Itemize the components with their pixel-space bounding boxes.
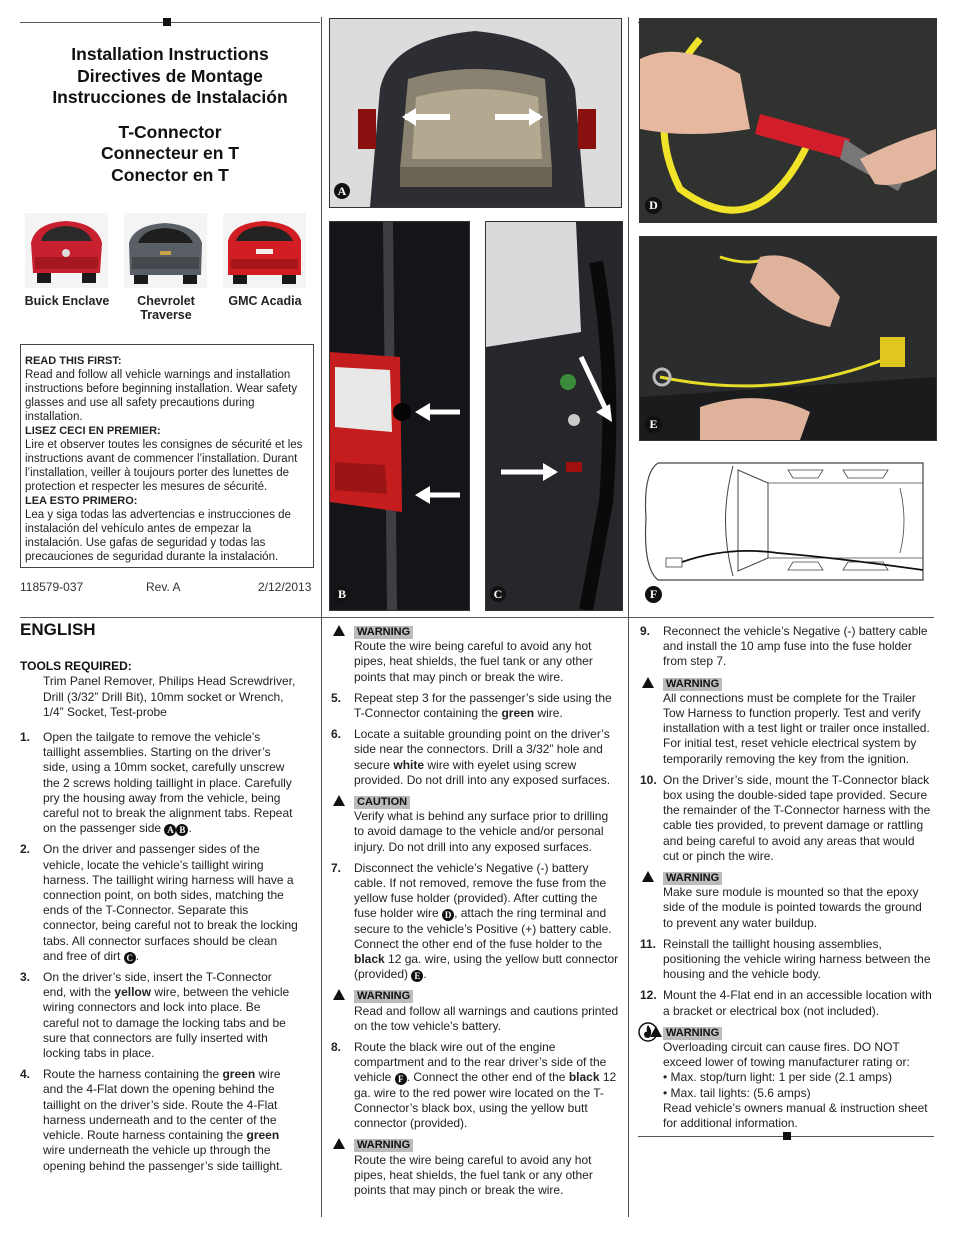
step-4-keyword-1: green — [222, 1067, 256, 1082]
revision: Rev. A — [146, 580, 181, 594]
figure-f-label: F — [645, 586, 662, 603]
warning-6-label: WARNING — [663, 1027, 722, 1040]
step-3-keyword: yellow — [114, 985, 152, 1000]
step-8-number: 8. — [331, 1040, 342, 1055]
section-heading-english: ENGLISH — [20, 620, 96, 639]
warning-4-label: WARNING — [663, 678, 722, 691]
warning-2-text: Read and follow all warnings and cautions printed on the tow vehicle’s battery. — [354, 1003, 619, 1033]
read-first-en-heading: READ THIS FIRST: — [25, 355, 122, 367]
warning-3-text: Route the wire being careful to avoid any hot pipes, heat shields, the fuel tank or any other points that may pinch or break the wire. — [354, 1152, 593, 1197]
top-marker-left — [163, 18, 171, 26]
tools-text: Trim Panel Remover, Philips Head Screwdriver, Drill (3/32” Drill Bit), 10mm socket or Wrench, 1/4” Socket, Test-probe — [43, 674, 296, 719]
column-3 — [640, 624, 932, 1137]
product-es: Conector en T — [111, 164, 229, 185]
warning-icon — [333, 625, 345, 636]
read-first-es-heading: LEA ESTO PRIMERO: — [25, 495, 138, 507]
figure-ref-d: D — [442, 909, 454, 921]
step-2: 2. On the driver and passenger sides of the vehicle, locate the vehicle’s taillight wiring harness. The taillight wiring harness will have a connection point, on both sides, matching the ends of the T-Connector. Separate this connector, being careful not to break the locking tabs. All connector surfaces should be clean and free of dirt C . — [20, 842, 298, 963]
figure-e-label: E — [645, 416, 662, 433]
warning-icon — [333, 1138, 345, 1149]
step-9-text: Reconnect the vehicle’s Negative (-) battery cable and install the 10 amp fuse into the fuse holder from step 7. — [663, 624, 928, 669]
step-4-keyword-2: green — [246, 1128, 280, 1143]
figure-ref-c: C — [124, 952, 136, 964]
caution-icon — [333, 795, 345, 806]
vehicle-label-enclave: Buick Enclave — [24, 294, 110, 308]
title-en: Installation Instructions — [71, 44, 269, 64]
step-10-number: 10. — [640, 772, 657, 787]
figure-f-diagram — [638, 458, 936, 608]
warning-5-header — [640, 870, 932, 885]
step-12-number: 12. — [640, 988, 657, 1003]
caution-1-text: Verify what is behind any surface prior to drilling to avoid damage to the vehicle and/or personal injury. Do not drill into any exposed surfaces. — [354, 809, 609, 854]
figure-a-label: A — [334, 183, 350, 199]
figure-ref-e: E — [411, 970, 423, 982]
figure-c-photo — [485, 221, 623, 611]
step-6-keyword: white — [393, 757, 425, 772]
figure-f-illustration — [638, 458, 936, 608]
read-first-box — [20, 344, 314, 568]
figure-d-label: D — [645, 197, 662, 214]
column-2 — [331, 624, 621, 1204]
step-6-number: 6. — [331, 727, 342, 742]
step-11 — [640, 937, 932, 983]
warning-1-label: WARNING — [354, 626, 413, 639]
caution-1-header — [331, 794, 621, 809]
warning-icon — [642, 677, 654, 688]
step-4-text-a: Route the harness containing the — [43, 1067, 220, 1082]
middle-rule — [20, 617, 934, 618]
vehicle-label-acadia: GMC Acadia — [228, 294, 302, 308]
step-12 — [640, 988, 932, 1018]
date: 2/12/2013 — [258, 580, 312, 594]
figure-c-label: C — [490, 586, 506, 602]
part-number: 118579-037 — [20, 580, 84, 594]
warning-5-label: WARNING — [663, 872, 722, 885]
step-4-text-c: wire underneath the vehicle up through the opening behind the passenger’s side taillight. — [43, 1143, 283, 1173]
step-3-text-b: wire, between the vehicle wiring connectors and lock into place. Be careful not to damage the locking tabs and be sure that connectors are fully inserted with locking tabs in place. — [43, 985, 290, 1061]
warning-6-header — [640, 1025, 932, 1040]
step-3-text-a: On the driver’s side, insert the T-Connector end, with the — [43, 970, 272, 1000]
step-12-text: Mount the 4-Flat end in an accessible location with a bracket or electrical box (not included). — [663, 988, 932, 1018]
title-es: Instrucciones de Instalación — [52, 87, 288, 107]
step-2-number: 2. — [20, 842, 31, 857]
warning-6-bullet-1: • Max. stop/turn light: 1 per side (2.1 amps) — [663, 1070, 892, 1085]
column-1 — [20, 622, 298, 1180]
step-4-number: 4. — [20, 1067, 31, 1082]
warning-icon — [333, 989, 345, 1000]
step-1-number: 1. — [20, 730, 31, 745]
warning-icon — [650, 1026, 662, 1037]
step-6-text-a: Locate a suitable grounding point on the driver’s side near the connectors. Drill a 3/32” hole and secure — [354, 727, 610, 772]
step-8-text-b: . Connect the other end of the — [406, 1070, 566, 1085]
warning-icon — [642, 871, 654, 882]
figure-d-photo — [639, 18, 937, 223]
title-fr: Directives de Montage — [77, 65, 263, 86]
product-fr: Connecteur en T — [100, 143, 240, 163]
step-7: 7. Disconnect the vehicle’s Negative (-) battery cable. If not removed, remove the fuse from the yellow fuse holder (provided). After cutting the fuse holder wire D , attach the ring terminal and secure to the vehicle’s Positive (+) battery cable. Connect the other end of the fuse holder to the black 12 ga. wire, using the yellow butt connector (provided) E . — [331, 860, 619, 982]
step-9-number: 9. — [640, 624, 651, 638]
warning-3-label: WARNING — [354, 1139, 413, 1152]
step-8-text-c: 12 ga. wire to the red power wire located on the T-Connector’s black box, using the yellow butt connector (provided). — [354, 1070, 617, 1131]
figure-ref-f: F — [395, 1073, 407, 1085]
warning-5-text: Make sure module is mounted so that the epoxy side of the module is pointed towards the ground to prevent any water buildup. — [663, 885, 922, 930]
step-5-text-b: wire. — [537, 706, 563, 721]
read-first-es-text: Lea y siga todas las advertencias e instrucciones de instalación del vehículo antes de empezar la instalación. Use gafas de seguridad y todas las precauciones de seguridad durante la instalación. — [25, 509, 291, 563]
step-5 — [331, 691, 621, 721]
step-1: 1. Open the tailgate to remove the vehicle’s taillight assemblies. Starting on the driver’s side, using a 10mm socket, carefully unscrew the 2 screws holding taillight in place. Carefully pry the housing away from the vehicle, being careful not to break the alignment tabs. Repeat on the passenger side A B . — [20, 730, 293, 836]
step-5-keyword: green — [501, 706, 535, 721]
step-6-text-b: wire with eyelet using screw provided. Do not drill into any exposed surfaces. — [354, 757, 611, 787]
caution-1-label: CAUTION — [354, 796, 410, 809]
step-5-text-a: Repeat step 3 for the passenger’s side using the T-Connector containing the — [354, 690, 612, 721]
warning-2-label: WARNING — [354, 990, 413, 1003]
vehicle-label-traverse: Chevrolet Traverse — [137, 294, 195, 322]
step-5-number: 5. — [331, 690, 342, 705]
step-7-number: 7. — [331, 860, 342, 875]
warning-3-header — [331, 1137, 621, 1152]
step-11-number: 11. — [640, 936, 657, 951]
vehicle-image-enclave — [25, 213, 108, 288]
step-4-text-b: wire and the 4-Flat down the opening behind the taillight on the driver’s side. Route the 4-Flat harness underneath and to the center of the vehicle. Route harness containing the — [43, 1067, 281, 1143]
step-1-text: Open the tailgate to remove the vehicle’s taillight assemblies. Starting on the driver’s side, using a 10mm socket, carefully unscrew the 2 screws holding taillight in place. Carefully pry the housing away from the vehicle, being careful not to break the alignment tabs. Repeat on the passenger side — [43, 730, 293, 836]
step-7-text-c: 12 ga. wire, using the yellow butt connector (provided) — [354, 952, 619, 982]
warning-4-header — [640, 676, 932, 691]
figure-a-photo — [329, 18, 622, 208]
vehicle-image-acadia — [223, 213, 306, 288]
figure-b-photo — [329, 221, 470, 611]
read-first-fr-heading: LISEZ CECI EN PREMIER: — [25, 425, 161, 437]
figure-e-photo — [639, 236, 937, 441]
step-4 — [20, 1067, 298, 1173]
figure-ref-a: A — [164, 824, 176, 836]
step-8-keyword: black — [568, 1070, 600, 1085]
warning-6-bullet-2: • Max. tail lights: (5.6 amps) — [663, 1085, 811, 1100]
step-7-keyword: black — [354, 952, 385, 967]
warning-1-header — [331, 624, 621, 639]
step-7-text-b: , attach the ring terminal and secure to the vehicle’s Positive (+) battery cable. Connect the other end of the fuse holder to the — [354, 906, 612, 951]
step-3 — [20, 970, 298, 1061]
title-block — [20, 44, 320, 186]
step-8-text-a: Route the black wire out of the engine compartment and to the rear driver’s side of the vehicle — [354, 1040, 607, 1085]
warning-6-text: Overloading circuit can cause fires. DO NOT exceed lower of towing manufacturer rating or: — [663, 1040, 910, 1070]
step-2-text: On the driver and passenger sides of the vehicle, locate the vehicle’s taillight wiring harness. The taillight wiring harness will have a connection point, on both sides, matching the ends of the T-Connector. Separate this connector, being careful not to break the locking tabs. All connector surfaces should be clean and free of dirt — [43, 842, 298, 963]
figure-b-label: B — [334, 586, 350, 602]
step-9 — [640, 624, 932, 670]
step-7-text-a: Disconnect the vehicle’s Negative (-) battery cable. If not removed, remove the fuse from the yellow fuse holder (provided). After cutting the fuse holder wire — [354, 860, 607, 921]
figure-b-illustration — [330, 222, 469, 610]
step-3-number: 3. — [20, 970, 31, 985]
figure-d-illustration — [640, 19, 936, 222]
read-first-fr-text: Lire et observer toutes les consignes de sécurité et les instructions avant de commencer l’installation. Durant l’installation, veiller à toujours porter des lunettes de protection et respecter les mesures de sécurité. — [25, 439, 303, 493]
figure-c-illustration — [486, 222, 622, 610]
step-10 — [640, 773, 932, 864]
figure-e-illustration — [640, 237, 936, 440]
figure-a-illustration — [330, 19, 621, 207]
figure-ref-b: B — [176, 824, 188, 836]
step-6 — [331, 727, 621, 788]
step-10-text: On the Driver’s side, mount the T-Connector black box using the double-sided tape provided. Secure the remainder of the T-Connector harness with the cable ties provided, to prevent damage or rattling and being careful to avoid any areas that would cut or pinch the wire. — [663, 772, 931, 863]
warning-1-text: Route the wire being careful to avoid any hot pipes, heat shields, the fuel tank or any other points that may pinch or break the wire. — [354, 639, 593, 684]
warning-6-text-2: Read vehicle’s owners manual & instruction sheet for additional information. — [663, 1100, 928, 1131]
vehicle-image-traverse — [124, 213, 207, 288]
product-en: T-Connector — [118, 121, 222, 142]
step-8 — [331, 1040, 621, 1131]
warning-2-header — [331, 988, 621, 1003]
step-11-text: Reinstall the taillight housing assemblies, positioning the vehicle wiring harness between the housing and the vehicle body. — [663, 936, 931, 982]
warning-4-text: All connections must be complete for the Trailer Tow Harness to function properly. Test and verify installation with a test light or trailer once installed. For initial test, reset vehicle electrical system by temporarily removing the key from the ignition. — [663, 690, 930, 766]
read-first-en-text: Read and follow all vehicle warnings and installation instructions before beginning installation. Wear safety glasses and use all safety precautions during installation. — [25, 369, 298, 423]
tools-heading: TOOLS REQUIRED: — [20, 659, 132, 674]
